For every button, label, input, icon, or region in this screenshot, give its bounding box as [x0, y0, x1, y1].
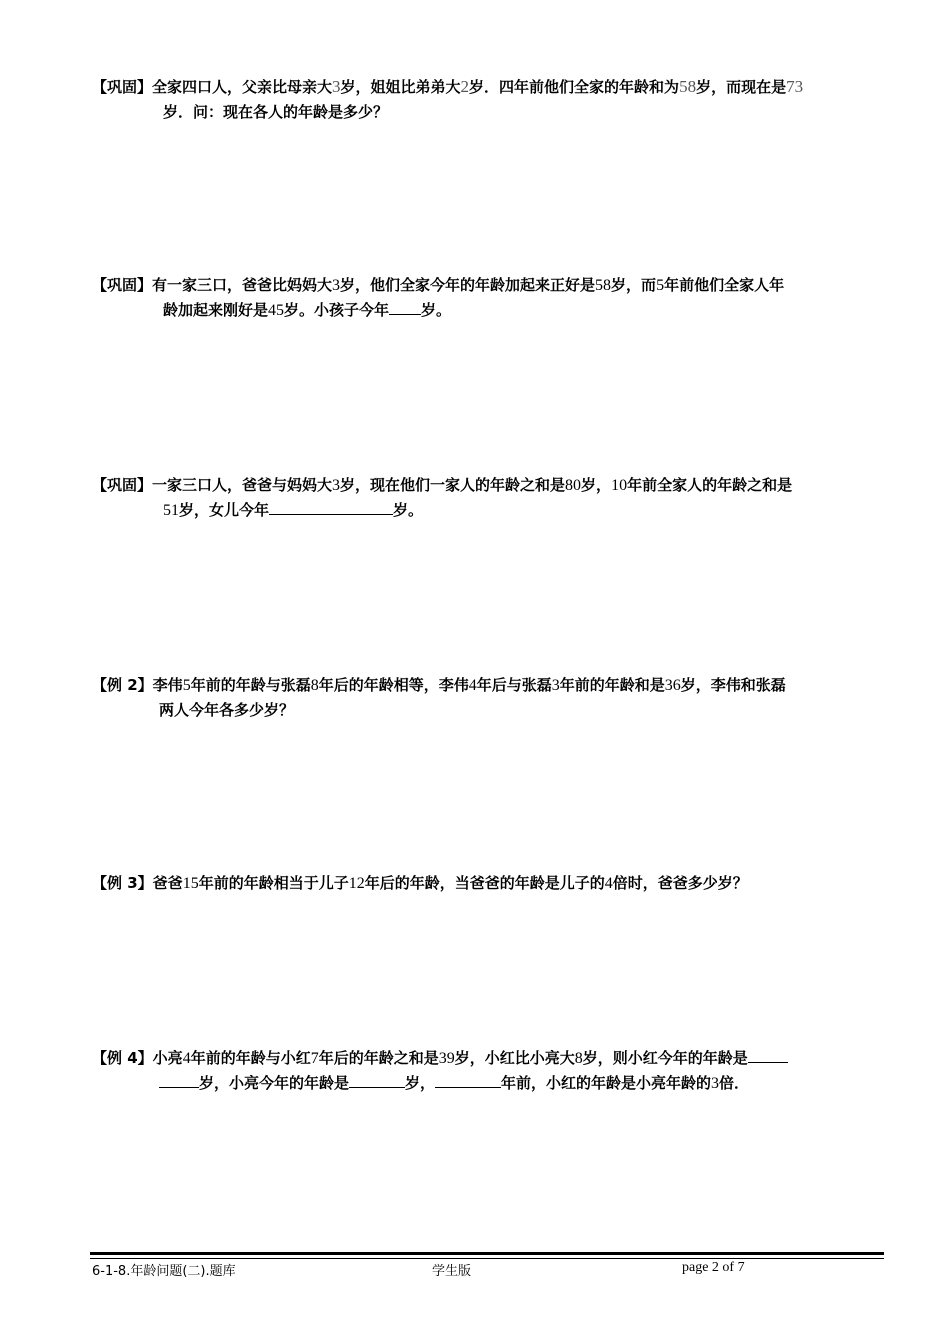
- footer-edition: 学生版: [432, 1264, 472, 1279]
- footer-rule-thick: [90, 1252, 884, 1255]
- text: 岁，女儿今年: [179, 501, 270, 519]
- text: 岁，他们全家今年的年龄加起来正好是: [340, 276, 596, 294]
- text: 倍．: [719, 1074, 750, 1092]
- example-2-line-1: [92, 673, 884, 698]
- text: 岁，: [405, 1074, 436, 1092]
- number: 58: [595, 277, 612, 294]
- example-4: [92, 1046, 884, 1096]
- text: 岁，而: [611, 276, 657, 294]
- text: 龄加起来刚好是: [163, 301, 269, 319]
- text: 岁。: [421, 301, 452, 319]
- text: 岁，而现在是: [696, 78, 787, 96]
- text: 年后的年龄相等，李伟: [318, 676, 469, 694]
- text: 岁．问：现在各人的年龄是多少？: [163, 103, 389, 121]
- number: 7: [310, 1050, 319, 1067]
- number: 3: [332, 277, 341, 294]
- number: 3: [711, 1075, 720, 1092]
- problem-tag: 【巩固】: [92, 476, 153, 494]
- number: 4: [604, 875, 613, 892]
- problem-2: [92, 273, 884, 323]
- example-4-line-2: [92, 1071, 884, 1096]
- number: 15: [182, 875, 199, 892]
- answer-blank[interactable]: [435, 1071, 501, 1088]
- number: 51: [163, 502, 179, 519]
- number: 5: [182, 677, 191, 694]
- text: 年前的年龄和是: [559, 676, 665, 694]
- text: 年前的年龄与张磊: [190, 676, 311, 694]
- problem-tag: 【例 3】: [92, 874, 153, 892]
- problem-3: [92, 473, 884, 523]
- number: 4: [468, 677, 477, 694]
- answer-blank[interactable]: [748, 1046, 788, 1063]
- text: 一家三口人，爸爸与妈妈大: [152, 476, 333, 494]
- footer-doc-title: 6-1-8.年龄问题(二).题库: [92, 1264, 236, 1279]
- number: 73: [786, 77, 804, 96]
- text: 岁，现在他们一家人的年龄之和是: [340, 476, 566, 494]
- number: 3: [332, 77, 341, 96]
- number: 2: [460, 77, 470, 96]
- text: 有一家三口，爸爸比妈妈大: [152, 276, 333, 294]
- text: 岁。小孩子今年: [284, 301, 390, 319]
- text: 岁，姐姐比弟弟大: [340, 78, 461, 96]
- text: 岁，则小红今年的年龄是: [582, 1049, 748, 1067]
- example-3-line-1: [92, 871, 884, 896]
- problem-tag: 【巩固】: [92, 276, 153, 294]
- text: 两人今年各多少岁？: [159, 701, 295, 719]
- problem-1-line-1: [92, 74, 884, 100]
- text: 年前，小红的年龄是小亮年龄的: [501, 1074, 712, 1092]
- number: 5: [656, 277, 665, 294]
- number: 8: [310, 677, 319, 694]
- number: 36: [664, 677, 681, 694]
- number: 4: [182, 1050, 191, 1067]
- text: 年后的年龄，当爸爸的年龄是儿子的: [364, 874, 605, 892]
- problem-3-line-2: [92, 498, 884, 523]
- number: 8: [574, 1050, 583, 1067]
- answer-blank[interactable]: [269, 498, 393, 515]
- example-2: [92, 673, 884, 723]
- text: 岁．四年前他们全家的年龄和为: [469, 78, 680, 96]
- text: 年后的年龄之和是: [318, 1049, 439, 1067]
- footer-rule-thin: [90, 1258, 884, 1259]
- text: 倍时，爸爸多少岁？: [612, 874, 748, 892]
- text: 爸爸: [152, 874, 183, 892]
- text: 岁，小亮今年的年龄是: [199, 1074, 350, 1092]
- footer-page-number: page 2 of 7: [682, 1260, 745, 1275]
- number: 3: [551, 677, 560, 694]
- text: 小亮: [152, 1049, 183, 1067]
- number: 80: [565, 477, 582, 494]
- number: 39: [438, 1050, 455, 1067]
- problem-1: [92, 74, 884, 125]
- number: 10: [611, 477, 628, 494]
- problem-2-line-1: [92, 273, 884, 298]
- text: 李伟: [152, 676, 183, 694]
- problem-tag: 【例 4】: [92, 1049, 153, 1067]
- text: 年前他们全家人年: [664, 276, 785, 294]
- number: 58: [679, 77, 697, 96]
- text: 年后与张磊: [476, 676, 552, 694]
- answer-blank[interactable]: [159, 1071, 199, 1088]
- example-4-line-1: [92, 1046, 884, 1071]
- text: 全家四口人，父亲比母亲大: [152, 78, 333, 96]
- text: 岁。: [393, 501, 424, 519]
- example-3: [92, 871, 884, 896]
- text: 年前的年龄相当于儿子: [198, 874, 349, 892]
- problem-3-line-1: [92, 473, 884, 498]
- problem-1-line-2: [92, 100, 884, 125]
- example-2-line-2: [92, 698, 884, 723]
- text: 岁，: [581, 476, 612, 494]
- answer-blank[interactable]: [349, 1071, 405, 1088]
- text: 岁，小红比小亮大: [454, 1049, 575, 1067]
- text: 岁，李伟和张磊: [680, 676, 786, 694]
- text: 年前全家人的年龄之和是: [627, 476, 793, 494]
- number: 45: [268, 302, 285, 319]
- answer-blank[interactable]: [389, 298, 421, 315]
- number: 12: [348, 875, 365, 892]
- text: 年前的年龄与小红: [190, 1049, 311, 1067]
- problem-tag: 【例 2】: [92, 676, 153, 694]
- problem-2-line-2: [92, 298, 884, 323]
- problem-tag: 【巩固】: [92, 78, 153, 96]
- number: 3: [332, 477, 341, 494]
